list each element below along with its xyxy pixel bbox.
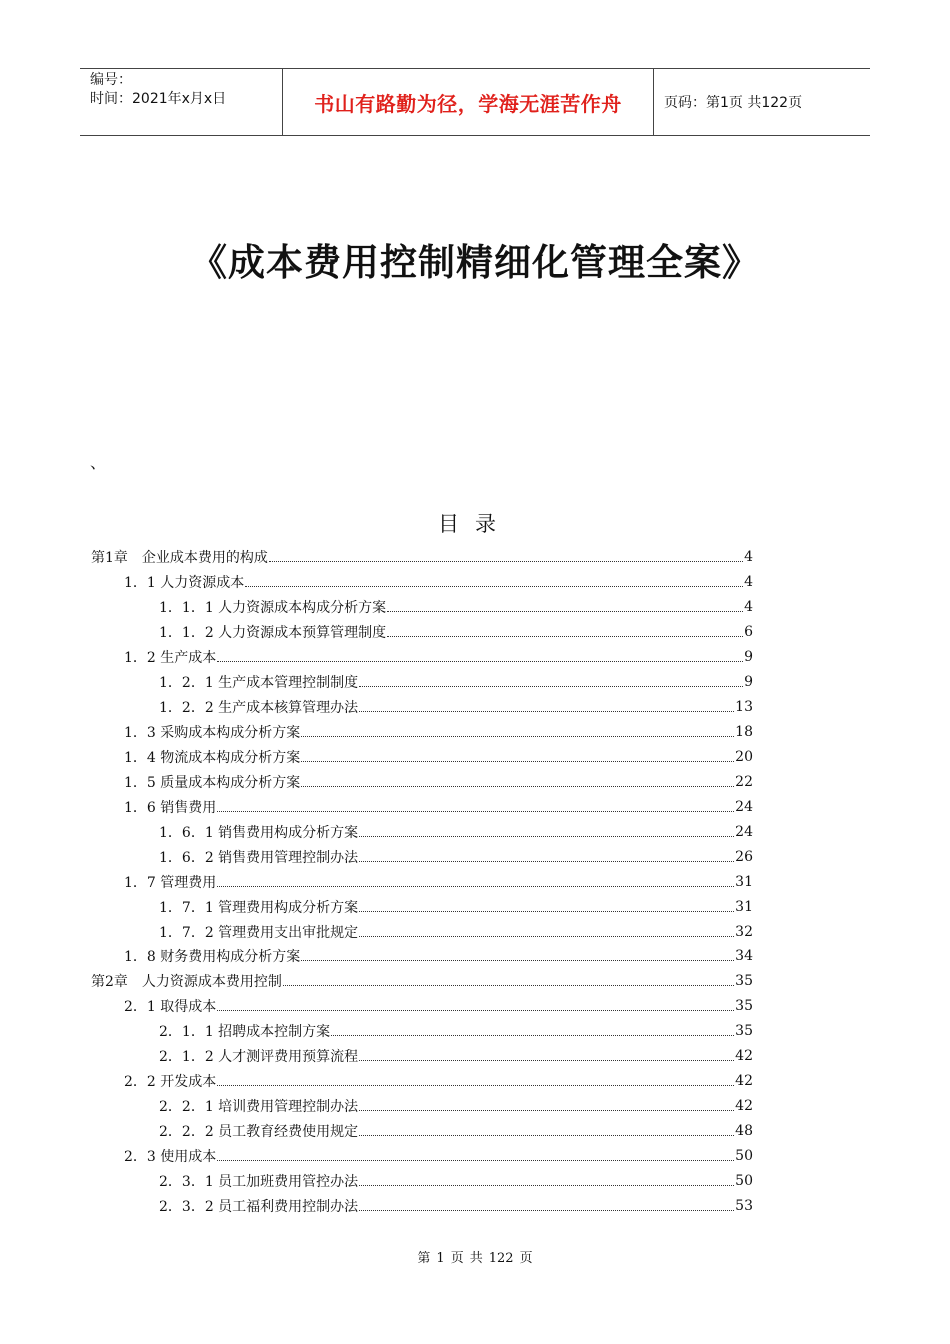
toc-entry-title: 1．1．2 人力资源成本预算管理制度 bbox=[159, 625, 387, 642]
toc-entry[interactable] bbox=[91, 545, 753, 570]
toc-entry[interactable] bbox=[91, 844, 753, 869]
number-label: 编号： bbox=[90, 72, 132, 88]
toc-entry[interactable] bbox=[91, 1044, 753, 1069]
toc-entry-page: 6 bbox=[744, 624, 753, 641]
toc-leader-dots bbox=[245, 585, 743, 587]
toc-leader-dots bbox=[387, 635, 743, 637]
toc-entry-page: 4 bbox=[744, 549, 753, 566]
table-of-contents bbox=[91, 545, 753, 1218]
toc-leader-dots bbox=[359, 685, 743, 687]
toc-leader-dots bbox=[301, 785, 734, 787]
footer-gong: 共 bbox=[469, 1251, 483, 1266]
toc-leader-dots bbox=[331, 1034, 734, 1036]
toc-entry-title: 1．6．2 销售费用管理控制办法 bbox=[159, 849, 359, 866]
footer-di: 第 bbox=[417, 1251, 431, 1266]
toc-leader-dots bbox=[301, 735, 734, 737]
toc-entry-page: 34 bbox=[735, 948, 753, 965]
toc-leader-dots bbox=[301, 959, 734, 961]
toc-entry-title: 1．4 物流成本构成分析方案 bbox=[124, 749, 301, 766]
toc-entry-page: 48 bbox=[735, 1123, 753, 1140]
toc-entry[interactable] bbox=[91, 944, 753, 969]
toc-entry-page: 42 bbox=[735, 1073, 753, 1090]
toc-entry-page: 9 bbox=[744, 674, 753, 691]
toc-entry[interactable] bbox=[91, 1168, 753, 1193]
toc-entry-page: 18 bbox=[735, 724, 753, 741]
toc-entry-page: 31 bbox=[735, 873, 753, 890]
toc-leader-dots bbox=[217, 1009, 734, 1011]
toc-entry-page: 22 bbox=[735, 773, 753, 790]
toc-entry[interactable] bbox=[91, 745, 753, 770]
toc-leader-dots bbox=[217, 1084, 734, 1086]
toc-entry-title: 第2章 人力资源成本费用控制 bbox=[91, 974, 282, 991]
toc-entry-title: 1．2．1 生产成本管理控制制度 bbox=[159, 675, 359, 692]
toc-entry-page: 13 bbox=[735, 699, 753, 716]
toc-leader-dots bbox=[359, 935, 734, 937]
header-motto: 书山有路勤为径，学海无涯苦作舟 bbox=[282, 69, 654, 135]
toc-entry-page: 53 bbox=[735, 1197, 753, 1214]
toc-entry-title: 2．2．1 培训费用管理控制办法 bbox=[159, 1099, 359, 1116]
toc-entry-title: 1．8 财务费用构成分析方案 bbox=[124, 949, 301, 966]
toc-entry[interactable] bbox=[91, 1193, 753, 1218]
footer-total-pages: 122 bbox=[488, 1251, 514, 1266]
header-table bbox=[80, 68, 870, 136]
time-label: 时间：2021年x月x日 bbox=[90, 91, 227, 107]
page-footer bbox=[0, 1247, 950, 1266]
toc-entry-title: 2．1．1 招聘成本控制方案 bbox=[159, 1024, 331, 1041]
toc-entry-title: 2．3 使用成本 bbox=[124, 1148, 217, 1165]
toc-entry[interactable] bbox=[91, 1019, 753, 1044]
toc-entry-title: 1．1 人力资源成本 bbox=[124, 575, 245, 592]
toc-entry-page: 20 bbox=[735, 748, 753, 765]
toc-leader-dots bbox=[359, 1109, 734, 1111]
header-page-code: 页码：第1页 共122页 bbox=[664, 95, 803, 111]
toc-leader-dots bbox=[387, 610, 743, 612]
footer-ye: 页 bbox=[450, 1251, 464, 1266]
toc-entry[interactable] bbox=[91, 919, 753, 944]
toc-entry[interactable] bbox=[91, 894, 753, 919]
toc-entry-title: 1．7．1 管理费用构成分析方案 bbox=[159, 899, 359, 916]
toc-entry[interactable] bbox=[91, 819, 753, 844]
toc-entry-title: 第1章 企业成本费用的构成 bbox=[91, 550, 268, 567]
toc-leader-dots bbox=[359, 1184, 734, 1186]
toc-leader-dots bbox=[301, 760, 734, 762]
header-info-cell bbox=[80, 69, 282, 135]
toc-entry-page: 32 bbox=[735, 923, 753, 940]
toc-entry-page: 9 bbox=[744, 649, 753, 666]
toc-leader-dots bbox=[359, 835, 734, 837]
toc-entry[interactable] bbox=[91, 1144, 753, 1169]
toc-entry-title: 1．3 采购成本构成分析方案 bbox=[124, 725, 301, 742]
footer-ye-end: 页 bbox=[519, 1251, 533, 1266]
toc-leader-dots bbox=[359, 910, 734, 912]
toc-heading: 目录 bbox=[438, 512, 512, 536]
toc-entry[interactable] bbox=[91, 869, 753, 894]
toc-leader-dots bbox=[217, 660, 743, 662]
toc-entry[interactable] bbox=[91, 595, 753, 620]
toc-entry-title: 2．3．1 员工加班费用管控办法 bbox=[159, 1173, 359, 1190]
toc-entry[interactable] bbox=[91, 969, 753, 994]
toc-entry-title: 1．5 质量成本构成分析方案 bbox=[124, 774, 301, 791]
toc-entry[interactable] bbox=[91, 695, 753, 720]
toc-entry-title: 1．2 生产成本 bbox=[124, 650, 217, 667]
toc-leader-dots bbox=[217, 885, 734, 887]
toc-entry[interactable] bbox=[91, 1094, 753, 1119]
toc-entry[interactable] bbox=[91, 769, 753, 794]
toc-entry-title: 1．6 销售费用 bbox=[124, 799, 217, 816]
toc-entry[interactable] bbox=[91, 994, 753, 1019]
toc-entry-title: 2．1 取得成本 bbox=[124, 999, 217, 1016]
toc-entry-page: 50 bbox=[735, 1147, 753, 1164]
toc-entry-title: 2．1．2 人才测评费用预算流程 bbox=[159, 1049, 359, 1066]
document-title: 《成本费用控制精细化管理全案》 bbox=[190, 241, 760, 284]
toc-entry-page: 24 bbox=[735, 798, 753, 815]
stray-mark: 、 bbox=[90, 453, 107, 472]
toc-entry-page: 35 bbox=[735, 998, 753, 1015]
toc-entry-title: 2．2．2 员工教育经费使用规定 bbox=[159, 1124, 359, 1141]
toc-entry-page: 42 bbox=[735, 1048, 753, 1065]
toc-entry-title: 1．2．2 生产成本核算管理办法 bbox=[159, 700, 359, 717]
toc-entry-page: 42 bbox=[735, 1098, 753, 1115]
toc-leader-dots bbox=[217, 810, 734, 812]
toc-leader-dots bbox=[359, 1059, 734, 1061]
toc-entry-title: 1．7 管理费用 bbox=[124, 874, 217, 891]
toc-entry-title: 1．1．1 人力资源成本构成分析方案 bbox=[159, 600, 387, 617]
toc-entry-title: 2．2 开发成本 bbox=[124, 1074, 217, 1091]
toc-entry-page: 50 bbox=[735, 1172, 753, 1189]
toc-entry-page: 4 bbox=[744, 574, 753, 591]
toc-entry-page: 35 bbox=[735, 1023, 753, 1040]
toc-entry[interactable] bbox=[91, 670, 753, 695]
toc-entry[interactable] bbox=[91, 794, 753, 819]
toc-leader-dots bbox=[359, 710, 734, 712]
toc-leader-dots bbox=[359, 860, 734, 862]
toc-entry[interactable] bbox=[91, 1069, 753, 1094]
toc-entry[interactable] bbox=[91, 645, 753, 670]
toc-entry[interactable] bbox=[91, 620, 753, 645]
toc-entry-page: 35 bbox=[735, 973, 753, 990]
toc-entry[interactable] bbox=[91, 720, 753, 745]
toc-entry-page: 24 bbox=[735, 823, 753, 840]
toc-entry[interactable] bbox=[91, 1119, 753, 1144]
toc-entry[interactable] bbox=[91, 570, 753, 595]
toc-leader-dots bbox=[217, 1159, 734, 1161]
toc-leader-dots bbox=[283, 984, 734, 986]
toc-entry-page: 4 bbox=[744, 599, 753, 616]
toc-leader-dots bbox=[359, 1134, 734, 1136]
toc-leader-dots bbox=[359, 1209, 734, 1211]
toc-entry-title: 1．6．1 销售费用构成分析方案 bbox=[159, 824, 359, 841]
toc-entry-page: 31 bbox=[735, 898, 753, 915]
footer-current-page: 1 bbox=[436, 1251, 445, 1266]
toc-entry-title: 1．7．2 管理费用支出审批规定 bbox=[159, 924, 359, 941]
toc-entry-title: 2．3．2 员工福利费用控制办法 bbox=[159, 1198, 359, 1215]
toc-entry-page: 26 bbox=[735, 848, 753, 865]
toc-leader-dots bbox=[269, 560, 743, 562]
